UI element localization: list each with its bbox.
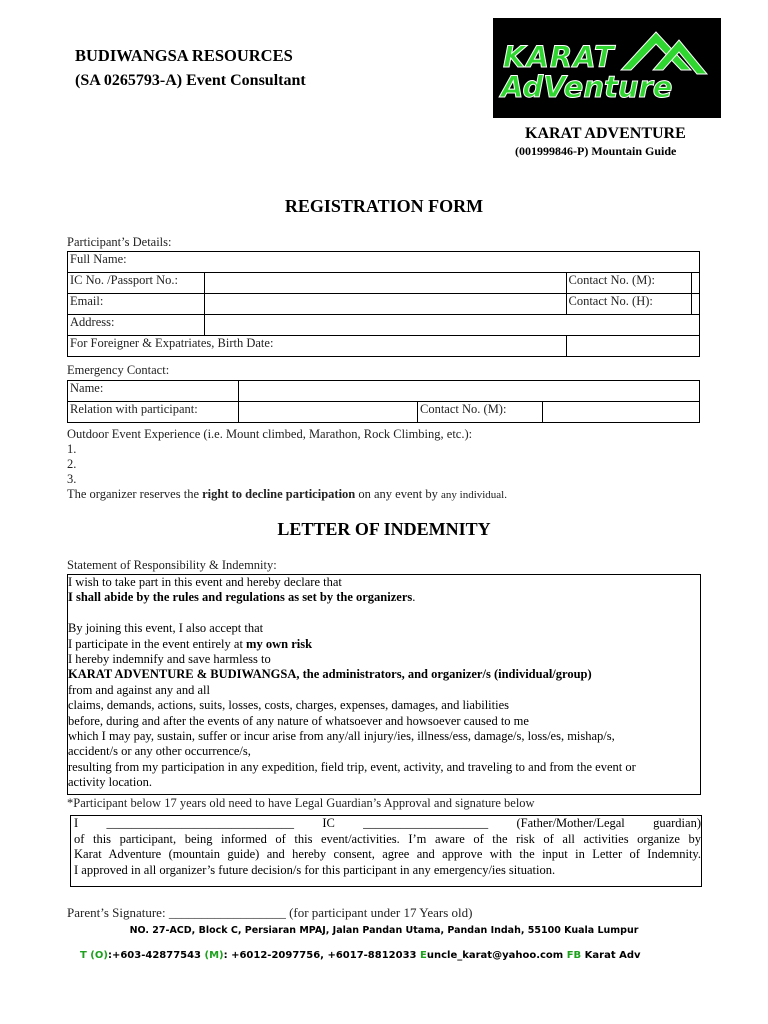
indemnity-statement-box	[67, 574, 701, 795]
stmt-line-blank	[68, 606, 700, 621]
guardian-line-4: I approved in all organizer’s future decision/s for this participant in any emergency/ies situation.	[74, 862, 556, 877]
footer-contacts	[80, 950, 641, 961]
notice-small: any individual.	[441, 489, 507, 501]
ic-label: IC No. /Passport No.:	[68, 273, 205, 294]
row-ic	[68, 273, 700, 294]
phone-office-label: T (O)	[80, 950, 108, 961]
stmt-line-9: claims, demands, actions, suits, losses, costs, charges, expenses, damages, and liabilities	[68, 698, 510, 713]
contact-m-field[interactable]	[691, 273, 700, 294]
guardian-line-2: of this participant, being informed of this event/activities. I’m aware of the risk of all activities organize by	[74, 831, 701, 846]
stmt-line-2-bold: I shall abide by the rules and regulations as set by the organizers	[68, 590, 413, 605]
emergency-name-field[interactable]	[239, 381, 700, 402]
guardian-note: *Participant below 17 years old need to have Legal Guardian’s Approval and signature below	[67, 796, 535, 810]
organizer-notice	[67, 487, 507, 502]
emergency-contact-table	[67, 380, 700, 423]
email-label: Email:	[68, 294, 205, 315]
notice-post: on any event by	[355, 487, 441, 501]
guardian-line-3: Karat Adventure (mountain guide) and hereby consent, agree and approve with the input in Letter of Indemnity.	[74, 847, 701, 861]
phone-mobile-label: (M)	[204, 950, 224, 961]
partner-subtitle: (001999846-P) Mountain Guide	[515, 144, 677, 158]
karat-adventure-logo	[493, 18, 721, 118]
notice-bold: right to decline participation	[202, 487, 356, 501]
stmt-line-5-bold: my own risk	[246, 636, 313, 651]
emergency-name-label: Name:	[68, 381, 239, 402]
address-field[interactable]	[205, 315, 700, 336]
stmt-line-14: activity location.	[68, 775, 153, 790]
stmt-line-5	[68, 637, 700, 652]
signature-rule	[205, 886, 370, 887]
experience-item-1: 1.	[67, 442, 77, 456]
row-address	[68, 315, 700, 336]
row-foreigner	[68, 336, 700, 357]
stmt-line-6: I hereby indemnify and save harmless to	[68, 652, 271, 667]
address-label: Address:	[68, 315, 205, 336]
ic-field[interactable]	[205, 273, 567, 294]
logo-word-karat: KARAT	[503, 40, 615, 74]
company-name: BUDIWANGSA RESOURCES	[75, 46, 293, 65]
row-relation	[68, 402, 700, 423]
stmt-line-13: resulting from my participation in any expedition, field trip, event, activity, and traveling to and from the event or	[68, 759, 636, 774]
parent-signature-line: Parent’s Signature: __________________ (for participant under 17 Years old)	[67, 905, 473, 920]
stmt-line-12: accident/s or any other occurrence/s,	[68, 744, 251, 759]
stmt-line-7: KARAT ADVENTURE & BUDIWANGSA, the administrators, and organizer/s (individual/group)	[68, 667, 592, 682]
emergency-contact-field[interactable]	[543, 402, 700, 423]
participant-details-table	[67, 251, 700, 357]
indemnity-heading: Statement of Responsibility & Indemnity:	[67, 558, 277, 572]
experience-heading: Outdoor Event Experience (i.e. Mount climbed, Marathon, Rock Climbing, etc.):	[67, 427, 473, 441]
emergency-heading: Emergency Contact:	[67, 363, 170, 377]
email-value[interactable]: uncle_karat@yahoo.com	[426, 950, 567, 961]
row-email	[68, 294, 700, 315]
contact-m-label: Contact No. (M):	[566, 273, 691, 294]
facebook-label: FB	[566, 950, 582, 961]
company-subtitle: (SA 0265793-A) Event Consultant	[75, 72, 306, 89]
stmt-line-5-pre: I participate in the event entirely at	[68, 636, 247, 651]
relation-field[interactable]	[239, 402, 418, 423]
contact-h-label: Contact No. (H):	[566, 294, 691, 315]
form-title: REGISTRATION FORM	[284, 196, 484, 216]
phone-mobile-value: : +6012-2097756, +6017-8812033	[223, 950, 420, 961]
email-label: E	[420, 950, 427, 961]
stmt-line-4: By joining this event, I also accept that	[68, 621, 264, 636]
guardian-line-1: I ______________________________ IC ____________________ (Father/Mother/Legal guardian)	[74, 816, 701, 830]
experience-item-3: 3.	[67, 472, 77, 486]
stmt-line-8: from and against any and all	[68, 682, 210, 697]
stmt-line-1: I wish to take part in this event and hereby declare that	[68, 575, 342, 589]
participant-heading: Participant’s Details:	[67, 235, 172, 249]
foreigner-label: For Foreigner & Expatriates, Birth Date:	[68, 336, 567, 357]
stmt-line-2-end: .	[412, 590, 416, 605]
email-field[interactable]	[205, 294, 567, 315]
row-full-name	[68, 252, 700, 273]
stmt-line-10: before, during and after the events of any nature of whatsoever and howsoever caused to me	[68, 713, 529, 728]
phone-office-value: :+603-42877543	[107, 950, 205, 961]
birth-date-field[interactable]	[566, 336, 700, 357]
logo-word-adventure: AdVenture	[501, 70, 673, 104]
experience-item-2: 2.	[67, 457, 77, 471]
notice-pre: The organizer reserves the	[67, 487, 203, 501]
partner-name: KARAT ADVENTURE	[525, 125, 686, 142]
contact-h-field[interactable]	[691, 294, 700, 315]
relation-label: Relation with participant:	[68, 402, 239, 423]
facebook-value: Karat Adv	[581, 950, 641, 961]
stmt-line-2	[68, 590, 700, 605]
full-name-label: Full Name:	[68, 252, 700, 273]
emergency-contact-label: Contact No. (M):	[418, 402, 543, 423]
stmt-line-11: which I may pay, sustain, suffer or incur arise from any/all injury/ies, illness/ess, damage/s, loss/es, mishap/s,	[68, 729, 615, 744]
indemnity-title: LETTER OF INDEMNITY	[277, 519, 491, 539]
row-emergency-name	[68, 381, 700, 402]
guardian-approval-box	[70, 815, 702, 887]
footer-address: NO. 27-ACD, Block C, Persiaran MPAJ, Jalan Pandan Utama, Pandan Indah, 55100 Kuala Lumpur	[129, 925, 639, 936]
